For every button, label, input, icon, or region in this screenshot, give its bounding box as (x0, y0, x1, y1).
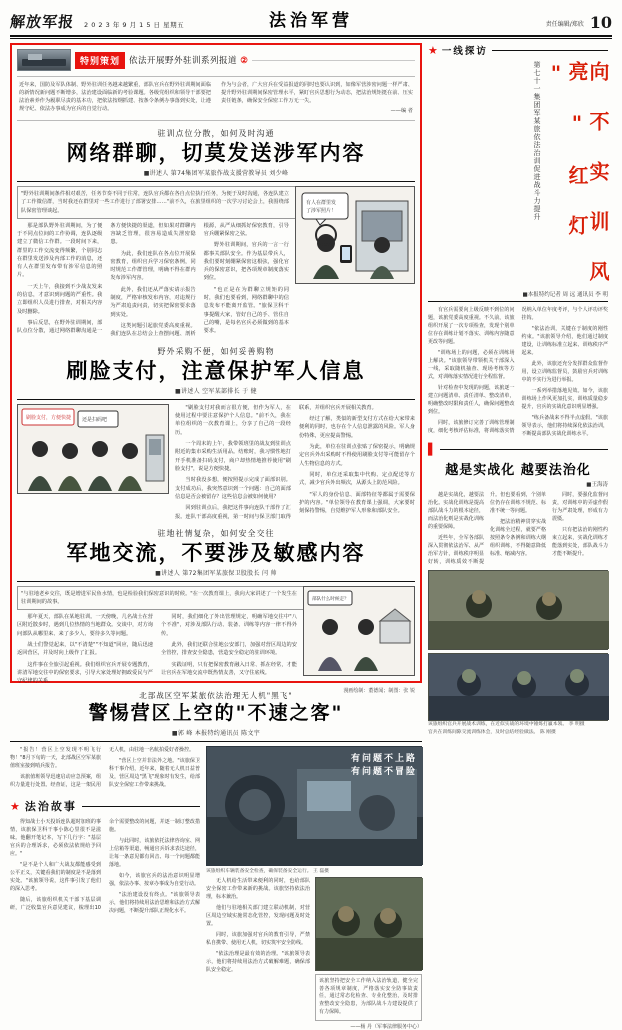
story-section-columns (10, 818, 200, 915)
right-p4: "依法治训，关键在于制度的刚性约束。"该旅领导介绍，他们通过制度建设，让训练标准立起来、训练秩序严起来。 (521, 326, 608, 356)
article-2-p1: 一个周末的上午，我带领班里的战友到驻训点附近的集市采购生活用品。结账时，我习惯性地打开手机准备扫码支付，商户却热情地推荐使用"刷脸支付"，说是方便快捷。 (175, 441, 291, 472)
article-1-p8: "也正是在为群聊立规矩的同时，我们也要看到，网络群聊中的信息发布不能离开监管。"旅保卫科干事提醒大家，管好自己的手、管住自己的嘴，是每名官兵必须做到的基本要求。 (203, 286, 289, 335)
special-feature-number: ② (240, 56, 249, 66)
right-column (428, 43, 608, 833)
editor-intro-right-wrap (221, 81, 413, 115)
article-1-lead: "野外驻训期间条件相对艰苦，任务节奏不同于往常，连队官兵都在各自点位执行任务，为便于及时沟通，各连队建立了工作微信群，当时我还在群里对一些工作进行了部署安排……"前不久，在旅里组织的一次学习讨论会上，我围绕部队保密管理谈起。 (17, 186, 415, 218)
article-1-p1: 那是部队野外驻训期间，为了便于不同点位间的工作协调，连队逐级建立了微信工作群。一段时间下来，群里的工作交流变得频繁，个别同志在群里发送涉及内部工作的消息，还有人在群里发布带有涉军信息的照片。 (17, 222, 103, 279)
article-2-p5: 为此，单位在驻训点张贴了保密提示，明确规定官兵外出采购时不得使用刷脸支付等可能留存个人生物信息的方式。 (299, 444, 415, 467)
interview-section-header (428, 43, 608, 57)
training-photo-2 (428, 653, 608, 721)
story-p4: 如今，该旅官兵的法治意识明显增强，依法办事、按章办事成为自觉行动。 (109, 873, 200, 888)
article-3-lead: "与驻地老乡交往，既是增进军民鱼水情，也是检验我们保密意识的时候。"在一次教育课上，我向大家讲述了一个发生在驻训期间的故事。 (17, 586, 415, 610)
commentary-p2: 把法治精神贯穿实战化训练全过程，就要严格按照条令条例和训练大纲组织训练，不得随意降低标准、缩减内容。 (490, 519, 546, 557)
bottom-right-p3: "依法治理是最有效的治理。"该旅领导表示，他们将持续用法治方式破解难题，确保部队安全稳定。 (206, 950, 310, 973)
commentary-columns (428, 491, 608, 566)
interview-section-title: 一线探访 (441, 46, 488, 57)
article-2-p6: 同时，单位还采取集中代购、定点配送等方式，减少官兵外出频次，从源头上防范风险。 (299, 471, 415, 487)
bottom-right-p2: 同时，该旅加强对官兵的教育引导，严禁私自携带、使用无人机，切实筑牢安全防线。 (206, 931, 310, 946)
masthead-rule-thin (10, 38, 612, 39)
bottom-right-p0: 无人机给生活带来便利的同时，也给部队安全保密工作带来新的挑战。该旅坚持依法治理，标本兼治。 (206, 877, 310, 900)
article-2-p3: 回到驻训点后，我把这件事向连队干部作了汇报。连队干部高度重视，第一时间与保卫部门取得联系，并组织官兵开展相关教育。 (175, 404, 377, 520)
article-1-rule (17, 181, 415, 182)
article-4-byline: ■郭 峰 本报特约通讯员 陈文宇 (171, 729, 261, 737)
svg-text:刷脸支付，方便快捷: 刷脸支付，方便快捷 (26, 414, 72, 421)
commentary-section-header (428, 444, 608, 455)
article-1 (17, 128, 415, 338)
story-p5: "法治建设没有终点。"该旅领导表示，他们将持续用法治思维和法治方式解决问题，不断提升部队正规化水平。 (109, 892, 200, 915)
article-2-p0: "刷脸支付对我而言很方便，但作为军人，在使用过程中要注意保护个人信息。"前不久，我在单位组织的一次教育课上，分享了自己的一段经历。 (175, 404, 291, 436)
newspaper-logo (9, 15, 75, 32)
photo-overlay-note (351, 753, 417, 780)
bottom-right (206, 746, 422, 1030)
commentary-p4: 只有把法治的刚性约束立起来，实战化训练才能落到实处，部队战斗力才能不断提升。 (552, 527, 608, 557)
right-p1: "训练场上的问题，必须在训练场上解决。"该旅领导带领机关干部深入一线，采取随机抽查、现场考核等方式，对训练落实情况进行全程监督。 (428, 350, 515, 380)
star-icon-right: ★ (428, 43, 438, 57)
article-1-kicker: 驻训点位分散，如何及时沟通 (157, 129, 275, 139)
training-photo-caption-2: 官兵在训练间隙交流训练体会，及时总结经验做法。 陈 刚摄 (428, 729, 556, 735)
article-3 (17, 528, 415, 694)
right-rule-1 (428, 301, 608, 302)
bottom-area (10, 746, 422, 1030)
article-4-p0: "报告！营区上空发现不明飞行物！"8月下旬的一天，北部战区空军某旅值班室接到哨兵报告。 (10, 746, 101, 769)
soldiers-photo-2 (315, 877, 422, 971)
article-2-byline: ■讲述人 空军某部排长 于 健 (175, 387, 257, 395)
commentary-byline: ■王海涛 (586, 482, 608, 488)
photo-graphic-soldiers-2 (429, 654, 609, 720)
special-feature-banner (17, 49, 415, 71)
story-p0: 得知战士小天投诉连队超时加班的事情，该旅保卫科干事小陈心里很不是滋味。他翻开笔记本，写下几行字："基层官兵的合理诉求，必须依法依规给予回应。" (10, 819, 101, 858)
right-headline-byline: ■本报特约记者 周 远 通讯员 李 明 (522, 292, 608, 298)
commentary-rule (440, 449, 608, 450)
photo-overlay-line1: 有问题不上路 (350, 753, 417, 764)
vehicle-inspection-photo (206, 746, 422, 866)
responsible-editor: 责任编辑/郑欣 (545, 21, 584, 28)
commentary-p1: 近些年，全军各部队深入贯彻依法治军、从严治军方针，训练秩序明显好转，训练质效不断提升。但也要看到，个别单位仍存在训练不规范、标准不统一等问题。 (428, 492, 546, 565)
article-1-p7: 野外驻训期间，官兵的一言一行都事关部队安全。作为基层带兵人，我们要时刻绷紧保密这根弦，强化官兵的保密意识，把各项规章制度落实到位。 (203, 242, 289, 282)
special-feature-subtitle-text: 依法开展野外驻训系列报道 (129, 56, 238, 66)
highlighted-region (10, 43, 422, 694)
military-vehicle-icon (17, 49, 71, 71)
article-2-p2: 当时我没多想，便按照提示完成了面部识别。支付成功后，我突然意识到一个问题：自己的面部信息是否会被留存？这些信息会被如何使用？ (175, 477, 291, 500)
story-p2: 随后，该旅组织机关干部下基层调研，广泛收集官兵意见建议，梳理出10余个需要整改的问题，并逐一制订整改措施。 (10, 819, 200, 912)
article-3-p2: 战士们警觉起来，以"不清楚""不知道"回应，随后迅速返回营区，并及时向上级作了汇报。 (17, 642, 153, 657)
photo-overlay-line2: 有问题不冒险 (350, 767, 417, 778)
article-2-illustration (17, 404, 169, 494)
star-icon: ★ (10, 799, 20, 813)
story-p1: "是不是个人和广大战友都能感受到公平正义，关键看我们的制度是不是落到实处。"该旅领导说，这件事引发了他们的深入思考。 (10, 862, 101, 893)
masthead (10, 6, 612, 32)
article-3-rule (17, 581, 415, 582)
article-1-p6: 这类问题引起旅党委高度重视。我们连队在总结会上查摆问题、剖析根源，从严从细抓好保密教育，引导官兵绷紧保密之弦。 (110, 222, 289, 338)
story-p3: 与此同时，该旅依托法律咨询室、网上信箱等渠道，畅通官兵诉求表达途径，让每一条意见都有回音、每一个问题都能落地。 (109, 838, 200, 869)
commentary-p0: 越是实战化，越要法治化。实战化训练是提高部队战斗力的根本途径，而法治化则是实战化训练的重要保障。 (428, 492, 484, 530)
right-p6: 一系列举措落地见效。如今，该旅训练场上作风更加扎实，训练质量稳步提升，官兵的实战化意识明显增强。 (521, 388, 608, 410)
article-2 (17, 346, 415, 521)
right-p7: "练兵备战来不得半点虚假。"该旅领导表示，他们将持续深化依法治训，不断提高部队实战化训练水平。 (521, 415, 608, 437)
article-2-p7: "军人的身份信息、面部特征等都属于需要保护的内容。"单位领导在教育课上强调，大家要时刻保持警惕，自觉维护军人形象和部队安全。 (299, 491, 415, 515)
editor-intro-right: 作为与会者，广大官兵在受益报道的同时也要认识到，如像军营涉密问题一样严肃、提升野外驻训期间保密管理水平，紧盯官兵思想行为动态，把法治规矩挺在前、压实责任链条，确保安全保密工作万无一失。 (221, 82, 413, 105)
photo-graphic-training (429, 571, 609, 649)
article-2-title: 刷脸支付，注意保护军人信息 (66, 357, 366, 383)
illustration-soldiers-phone (296, 187, 414, 283)
right-headline-title: 向 不 实 训 风 亮 " 红 灯 " (544, 61, 610, 284)
right-article-columns (428, 306, 608, 438)
svg-text:了涉军照片！: 了涉军照片！ (306, 208, 337, 215)
right-p0: 有官兵需要向上级反映不到位的问题，该旅党委高度重视。不久前，该旅组织开展了一次专项检查，发现个别单位存在训练计划不落实、训练内容随意更改等问题。 (428, 307, 515, 345)
article-4-title: 警惕营区上空的"不速之客" (88, 702, 344, 724)
article-3-p1: 那年夏天，部队在某地驻训。一天傍晚，几名战士在营区附近散步时，遇到几位热情的当地群众。交谈中，对方询问部队从哪里来、来了多少人、要待多久等问题。 (17, 614, 153, 637)
article-3-title: 军地交流，不要涉及敏感内容 (66, 539, 366, 565)
right-headline-block (428, 61, 608, 286)
newspaper-logo-text: 解放军报 (9, 13, 76, 31)
article-4-p1: 该旅值班领导迅速启动应急预案，组织力量进行处置。经查证，这是一架民用无人机，由驻地一名航拍爱好者操控。 (10, 746, 195, 788)
page-title: 法治军营 (269, 11, 353, 31)
editor-intro-left: 近年来，国防及军队体制、野外驻训任务越来越繁重，部队官兵在野外驻训期间面临的新情况新问题不断增多，法治建设面临新的考验课题。各级党组织和领导干部要把法治素养作为履职尽责的基本功，把依法按纲抓建、按条令条例办事落到实处，让遵规守纪、依法办事成为官兵的自觉行动。 (19, 82, 211, 113)
article-2-rule (17, 399, 415, 400)
bottom-right-text (206, 877, 310, 1030)
photo-graphic-soldiers (316, 878, 423, 970)
editor-intro-sign: ——编 者 (390, 108, 413, 115)
article-4-columns (10, 746, 200, 791)
page-body (10, 43, 612, 1030)
page-number: 10 (589, 13, 612, 32)
training-photo-caption: 该旅组织官兵开展战术训练，在近似实战的环境中锤炼打赢本领。 李 明摄 (428, 722, 585, 727)
article-3-p4: 同时，我们细化了外出管理规定，明确军地交往中"八个不准"，对涉及部队行动、装备、训练等内容一律不得外传。 (161, 614, 297, 637)
article-1-p3: 事后反思，在野外驻训期间，部队点位分散，通过网络群聊沟通是一条方便快捷的渠道，但如果对群聊内容缺乏管理，很容易造成失泄密隐患。 (17, 222, 196, 335)
masthead-right (546, 15, 612, 31)
article-2-columns (175, 404, 415, 521)
article-3-illustration-caption: 漫画绘制：董德闻；制图：张 锐 (343, 687, 415, 694)
illustration-military-civil-exchange (304, 587, 414, 675)
article-4-kicker: 北部战区空军某旅依法治理无人机"黑飞" (139, 691, 293, 700)
illustration-face-payment (18, 405, 168, 493)
bottom-right-photo-wrap (315, 877, 422, 1030)
banner-divider (252, 60, 415, 61)
right-p2: 针对检查中发现的问题，该旅逐一建立问题清单、责任清单、整改清单，明确整改时限和责任人，确保问题整改到位。 (428, 385, 515, 415)
right-headline-subtitle: 第七十一集团军某旅依法治训促进战斗力提升 (533, 61, 541, 221)
svg-text:部队什么时候走？: 部队什么时候走？ (312, 596, 349, 602)
interview-section-rule (492, 50, 608, 51)
article-3-byline: ■讲述人 第72集团军某旅保卫股股长 闫 帅 (155, 569, 277, 577)
bottom-quote-box: 该旅坚持把安全工作纳入法治轨道，健全完善各项规章制度，严格落实安全防事故责任，通过常态化检查、专业化整治，及时排查整改安全隐患，为部队战斗力建设提供了有力保障。 (315, 974, 422, 1021)
article-3-kicker: 驻地社情复杂，如何安全交往 (157, 528, 275, 538)
article-1-illustration (295, 186, 415, 284)
right-p5: 此外，该旅还充分发挥群众监督作用，设立训练监督员，鼓励官兵对训练中的不实行为进行举报。 (521, 361, 608, 383)
article-3-body (17, 586, 415, 694)
masthead-rule (10, 35, 612, 37)
special-feature-subtitle (129, 54, 248, 66)
story-section-title: 法治故事 (24, 800, 77, 814)
article-3-p6: 实践证明，只有把保密教育融入日常、抓在经常，才能让官兵在军地交流中既热情友善，又守住底线。 (161, 661, 297, 676)
publication-date: 2 0 2 3 年 9 月 1 5 日 星期五 (84, 21, 185, 29)
article-2-body (17, 404, 415, 521)
svg-text:还是扫码吧: 还是扫码吧 (82, 416, 108, 423)
article-1-columns (17, 222, 289, 339)
star-icon-commentary: ▌ (428, 443, 437, 456)
article-4-p2: "营区上空并非法外之地。"该旅保卫科干事介绍，近年来，随着无人机日益普及，营区周边"黑飞"现象时有发生，给部队安全保密工作带来挑战。 (109, 757, 200, 788)
article-4-rule (10, 741, 422, 742)
commentary-title: 越是实战化 越要法治化 (445, 463, 591, 478)
story-section-rule (82, 806, 200, 807)
article-1-body (17, 186, 415, 338)
article-1-p5: 此外，我们还从严落实请示报告制度，严格审核发布内容，对违规行为严肃追责问责，切实把保密要求落到实处。 (110, 286, 196, 318)
story-section-header (10, 798, 200, 814)
bottom-right-split (206, 877, 422, 1030)
article-3-p5: 此外，我们还联合驻地公安部门，加强对营区周边的安全管控，排查安全隐患，营造安全稳定的驻训环境。 (161, 642, 297, 657)
article-1-p4: 为此，我们连队在各点位开展保密教育，组织官兵学习保密条例，同时规范工作群管理，明确不得在群内发布涉军内容。 (110, 250, 196, 282)
article-1-byline: ■讲述人 第74集团军某旅作战支援营教导员 刘少峰 (143, 170, 289, 178)
article-2-p4: 经过了解，类似的新型支付方式在给大家带来便利的同时，也存在个人信息泄露的风险。军人身份特殊，更应提高警惕。 (299, 416, 415, 439)
editor-intro (17, 76, 415, 121)
article-4 (10, 690, 422, 742)
article-2-kicker: 野外采购不便，如何妥善购物 (157, 346, 275, 356)
article-3-columns (17, 613, 297, 686)
main-column (10, 43, 422, 1030)
bottom-right-p1: 他们与驻地相关部门建立联动机制，对营区周边空域实施常态化管控，发现问题及时处置。 (206, 904, 310, 927)
bottom-right-paras (206, 877, 310, 974)
article-1-title: 网络群聊，切莫发送涉军内容 (66, 140, 366, 166)
svg-text:有人在群里发: 有人在群里发 (306, 200, 337, 207)
article-3-illustration (303, 586, 415, 676)
right-p3: 同时，该旅修订完善了训练管理制度，细化考核评估标准，将训练落实情况纳入单位年度考评，与个人评功评奖挂钩。 (428, 307, 608, 434)
bottom-left (10, 746, 200, 1030)
vehicle-photo-caption: 该旅组织车辆装备安全检查，确保装备安全运行。 王 磊摄 (206, 868, 329, 874)
article-3-p3: 这件事在全旅引起重视。我们组织官兵开展专题教育，讲清军地交往中的保密要求，引导大家处理好拥政爱民与严守纪律的关系。 (17, 661, 153, 685)
bottom-quote-sign: ——杨 丹（军事法律服务中心） (350, 1023, 422, 1030)
commentary-p3: 同时，要强化监督问责，对训练中的弄虚作假行为严肃处理，形成有力震慑。 (552, 492, 608, 522)
article-1-p2: 一天上午，我接到不少战友发来的信息，才意识到问题的严重性。我立即组织人员进行排查，对相关内容及时删除。 (17, 283, 103, 315)
training-photo-1 (428, 570, 608, 650)
special-feature-tag: 特别策划 (75, 52, 125, 69)
